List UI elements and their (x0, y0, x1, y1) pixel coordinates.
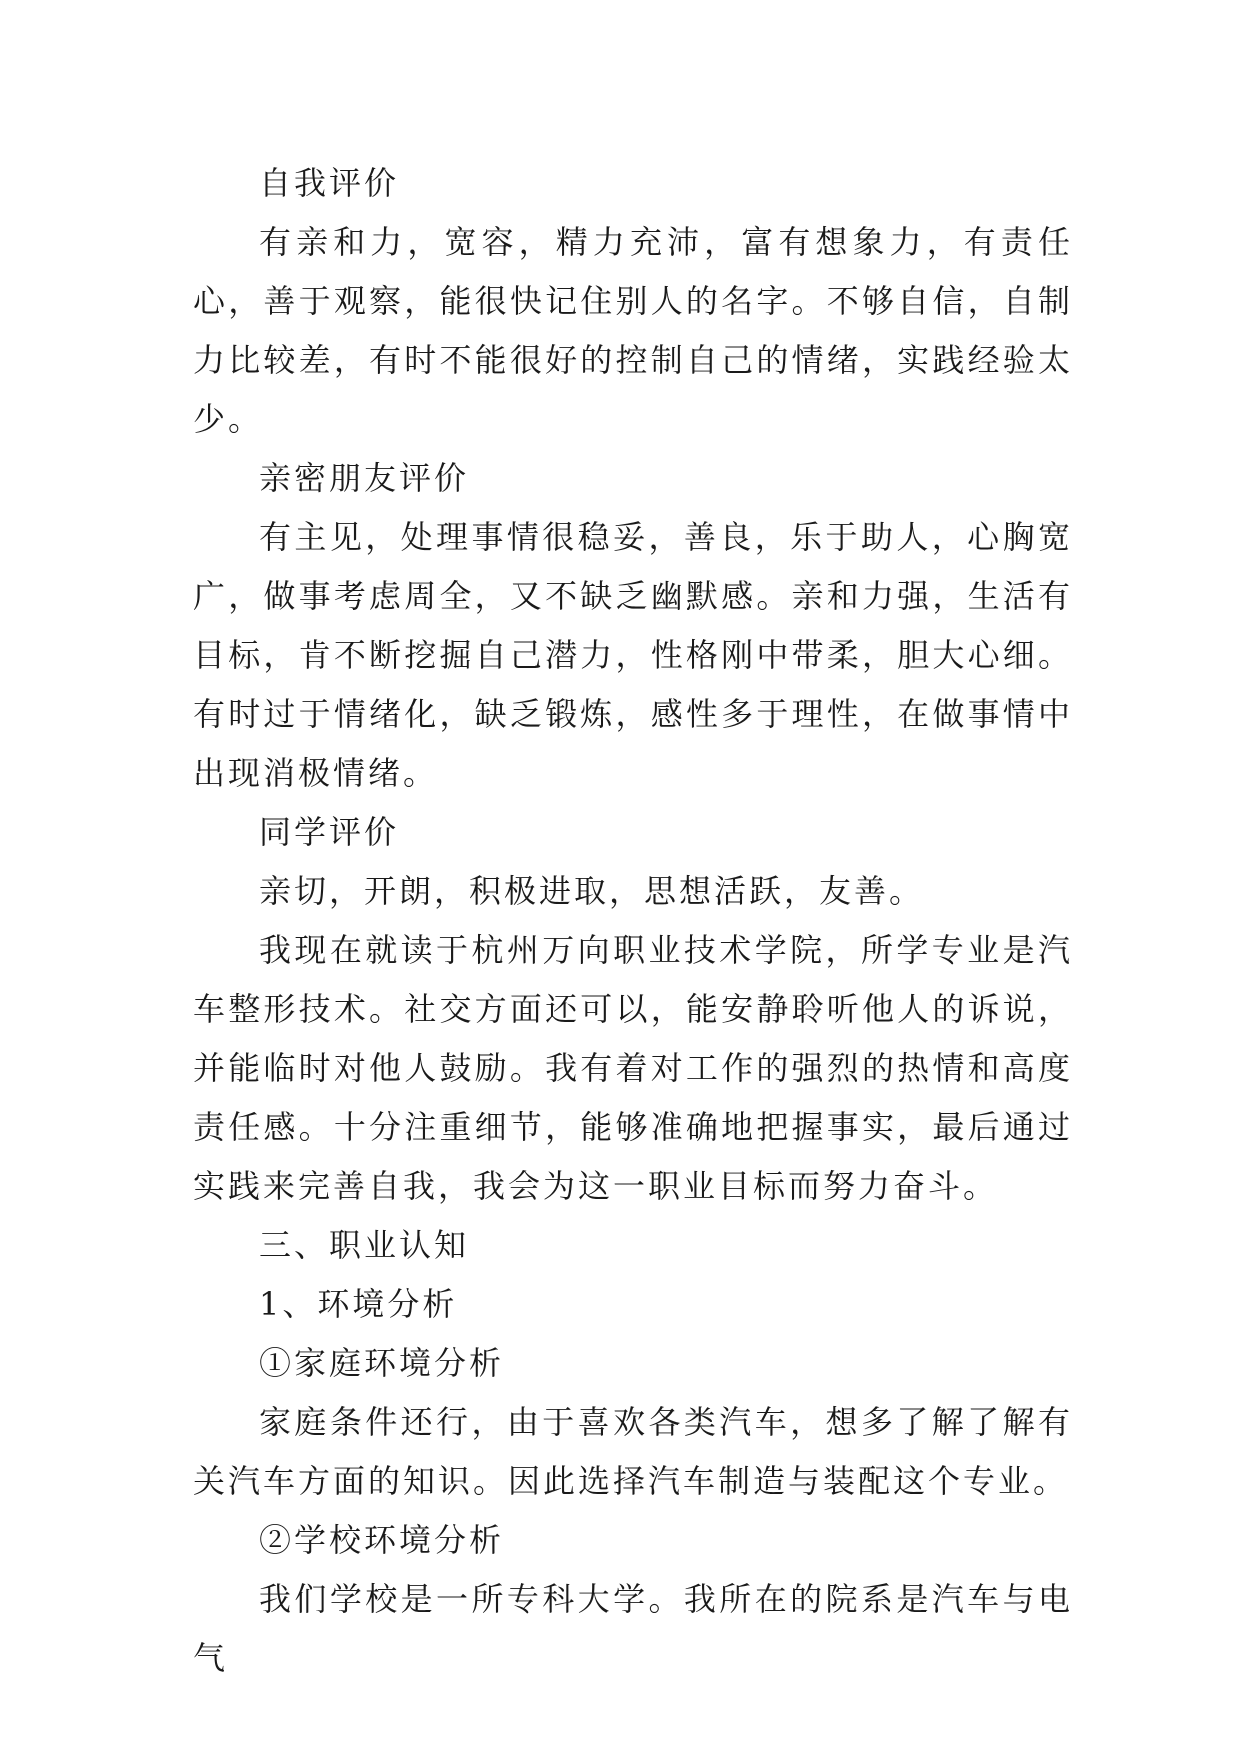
paragraph-school-major: 我现在就读于杭州万向职业技术学院，所学专业是汽车整形技术。社交方面还可以，能安静聆听他人的诉说，并能临时对他人鼓励。我有着对工作的强烈的热情和高度责任感。十分注重细节，能够准确地把握事实，最后通过实践来完善自我，我会为这一职业目标而努力奋斗。 (193, 931, 1073, 1205)
document-body (193, 154, 1073, 1688)
paragraph-self-evaluation: 有亲和力，宽容，精力充沛，富有想象力，有责任心，善于观察，能很快记住别人的名字。不够自信，自制力比较差，有时不能很好的控制自己的情绪，实践经验太少。 (193, 223, 1073, 438)
section-heading-self-evaluation: 自我评价 (259, 164, 400, 202)
paragraph-friend-evaluation: 有主见，处理事情很稳妥，善良，乐于助人，心胸宽广，做事考虑周全，又不缺乏幽默感。亲和力强，生活有目标，肯不断挖掘自己潜力，性格刚中带柔，胆大心细。有时过于情绪化，缺乏锻炼，感性多于理性，在做事情中出现消极情绪。 (193, 518, 1073, 792)
subheading-school-environment: ②学校环境分析 (259, 1521, 505, 1559)
paragraph-classmate-evaluation: 亲切，开朗，积极进取，思想活跃，友善。 (259, 872, 925, 910)
paragraph-family-environment: 家庭条件还行，由于喜欢各类汽车，想多了解了解有关汽车方面的知识。因此选择汽车制造与装配这个专业。 (193, 1403, 1073, 1500)
section-heading-career-cognition: 三、职业认知 (259, 1226, 470, 1264)
subheading-environment-analysis: 1、环境分析 (259, 1285, 458, 1323)
paragraph-school-environment: 我们学校是一所专科大学。我所在的院系是汽车与电气 (193, 1580, 1073, 1677)
section-heading-friend-evaluation: 亲密朋友评价 (259, 459, 470, 497)
subheading-family-environment: ①家庭环境分析 (259, 1344, 505, 1382)
section-heading-classmate-evaluation: 同学评价 (259, 813, 400, 851)
